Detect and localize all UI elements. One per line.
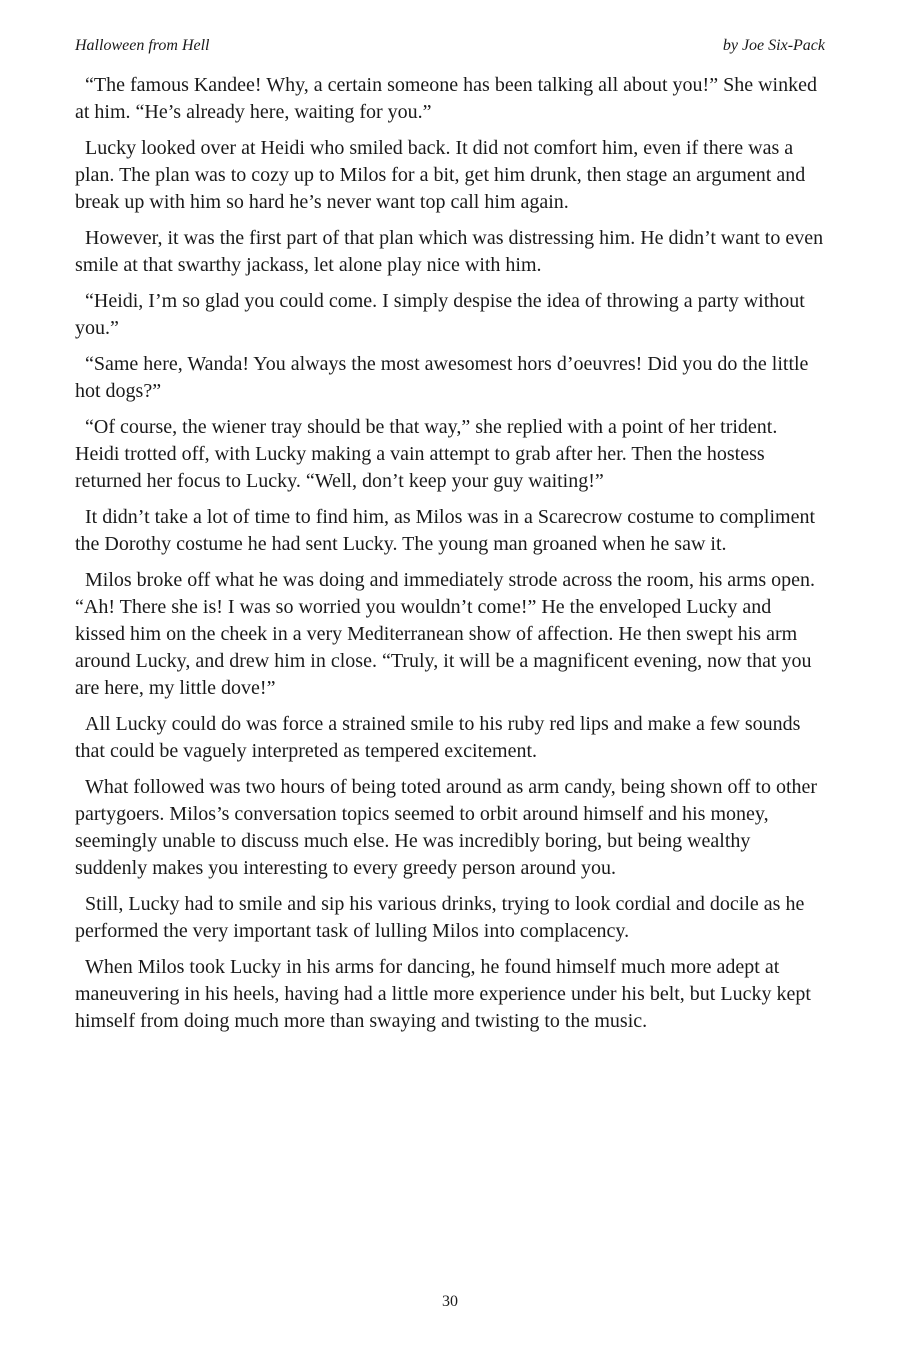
book-title: Halloween from Hell xyxy=(75,37,210,54)
paragraph-11: Still, Lucky had to smile and sip his various drinks, trying to look cordial and docile as he performed the very important task of lulling Milos into complacency. xyxy=(75,893,805,942)
paragraph-12: When Milos took Lucky in his arms for dancing, he found himself much more adept at maneuvering in his heels, having had a little more experience under his belt, but Lucky kept himself from doing much more than swaying and twisting to the music. xyxy=(75,956,811,1032)
paragraph-6: “Of course, the wiener tray should be that way,” she replied with a point of her trident. Heidi trotted off, with Lucky making a vain attempt to grab after her. Then the hostess returned her focus to Lucky. “Well, don’t keep your guy waiting!” xyxy=(75,416,778,492)
paragraph-4: “Heidi, I’m so glad you could come. I simply despise the idea of throwing a party without you.” xyxy=(75,290,805,339)
body-text xyxy=(75,72,825,1044)
running-header xyxy=(75,36,825,60)
paragraph-2: Lucky looked over at Heidi who smiled back. It did not comfort him, even if there was a plan. The plan was to cozy up to Milos for a bit, get him drunk, then stage an argument and break up with him so hard he’s never want top call him again. xyxy=(75,137,806,213)
page-number: 30 xyxy=(442,1293,458,1310)
paragraph-8: Milos broke off what he was doing and immediately strode across the room, his arms open. “Ah! There she is! I was so worried you wouldn’t come!” He the enveloped Lucky and kissed him on the cheek in a very Mediterranean show of affection. He then swept his arm around Lucky, and drew him in close. “Truly, it will be a magnificent evening, now that you are here, my little dove!” xyxy=(75,569,816,699)
paragraph-7: It didn’t take a lot of time to find him, as Milos was in a Scarecrow costume to compliment the Dorothy costume he had sent Lucky. The young man groaned when he saw it. xyxy=(75,506,816,555)
paragraph-9: All Lucky could do was force a strained smile to his ruby red lips and make a few sounds that could be vaguely interpreted as tempered excitement. xyxy=(75,713,801,762)
paragraph-1: “The famous Kandee! Why, a certain someone has been talking all about you!” She winked at him. “He’s already here, waiting for you.” xyxy=(75,74,817,123)
paragraph-3: However, it was the first part of that plan which was distressing him. He didn’t want to even smile at that swarthy jackass, let alone play nice with him. xyxy=(75,227,824,276)
paragraph-5: “Same here, Wanda! You always the most awesomest hors d’oeuvres! Did you do the little hot dogs?” xyxy=(75,353,809,402)
book-author: by Joe Six-Pack xyxy=(722,37,825,54)
paragraph-10: What followed was two hours of being toted around as arm candy, being shown off to other partygoers. Milos’s conversation topics seemed to orbit around himself and his money, seemingly unable to discuss much else. He was incredibly boring, but being wealthy suddenly makes you interesting to every greedy person around you. xyxy=(75,776,818,879)
